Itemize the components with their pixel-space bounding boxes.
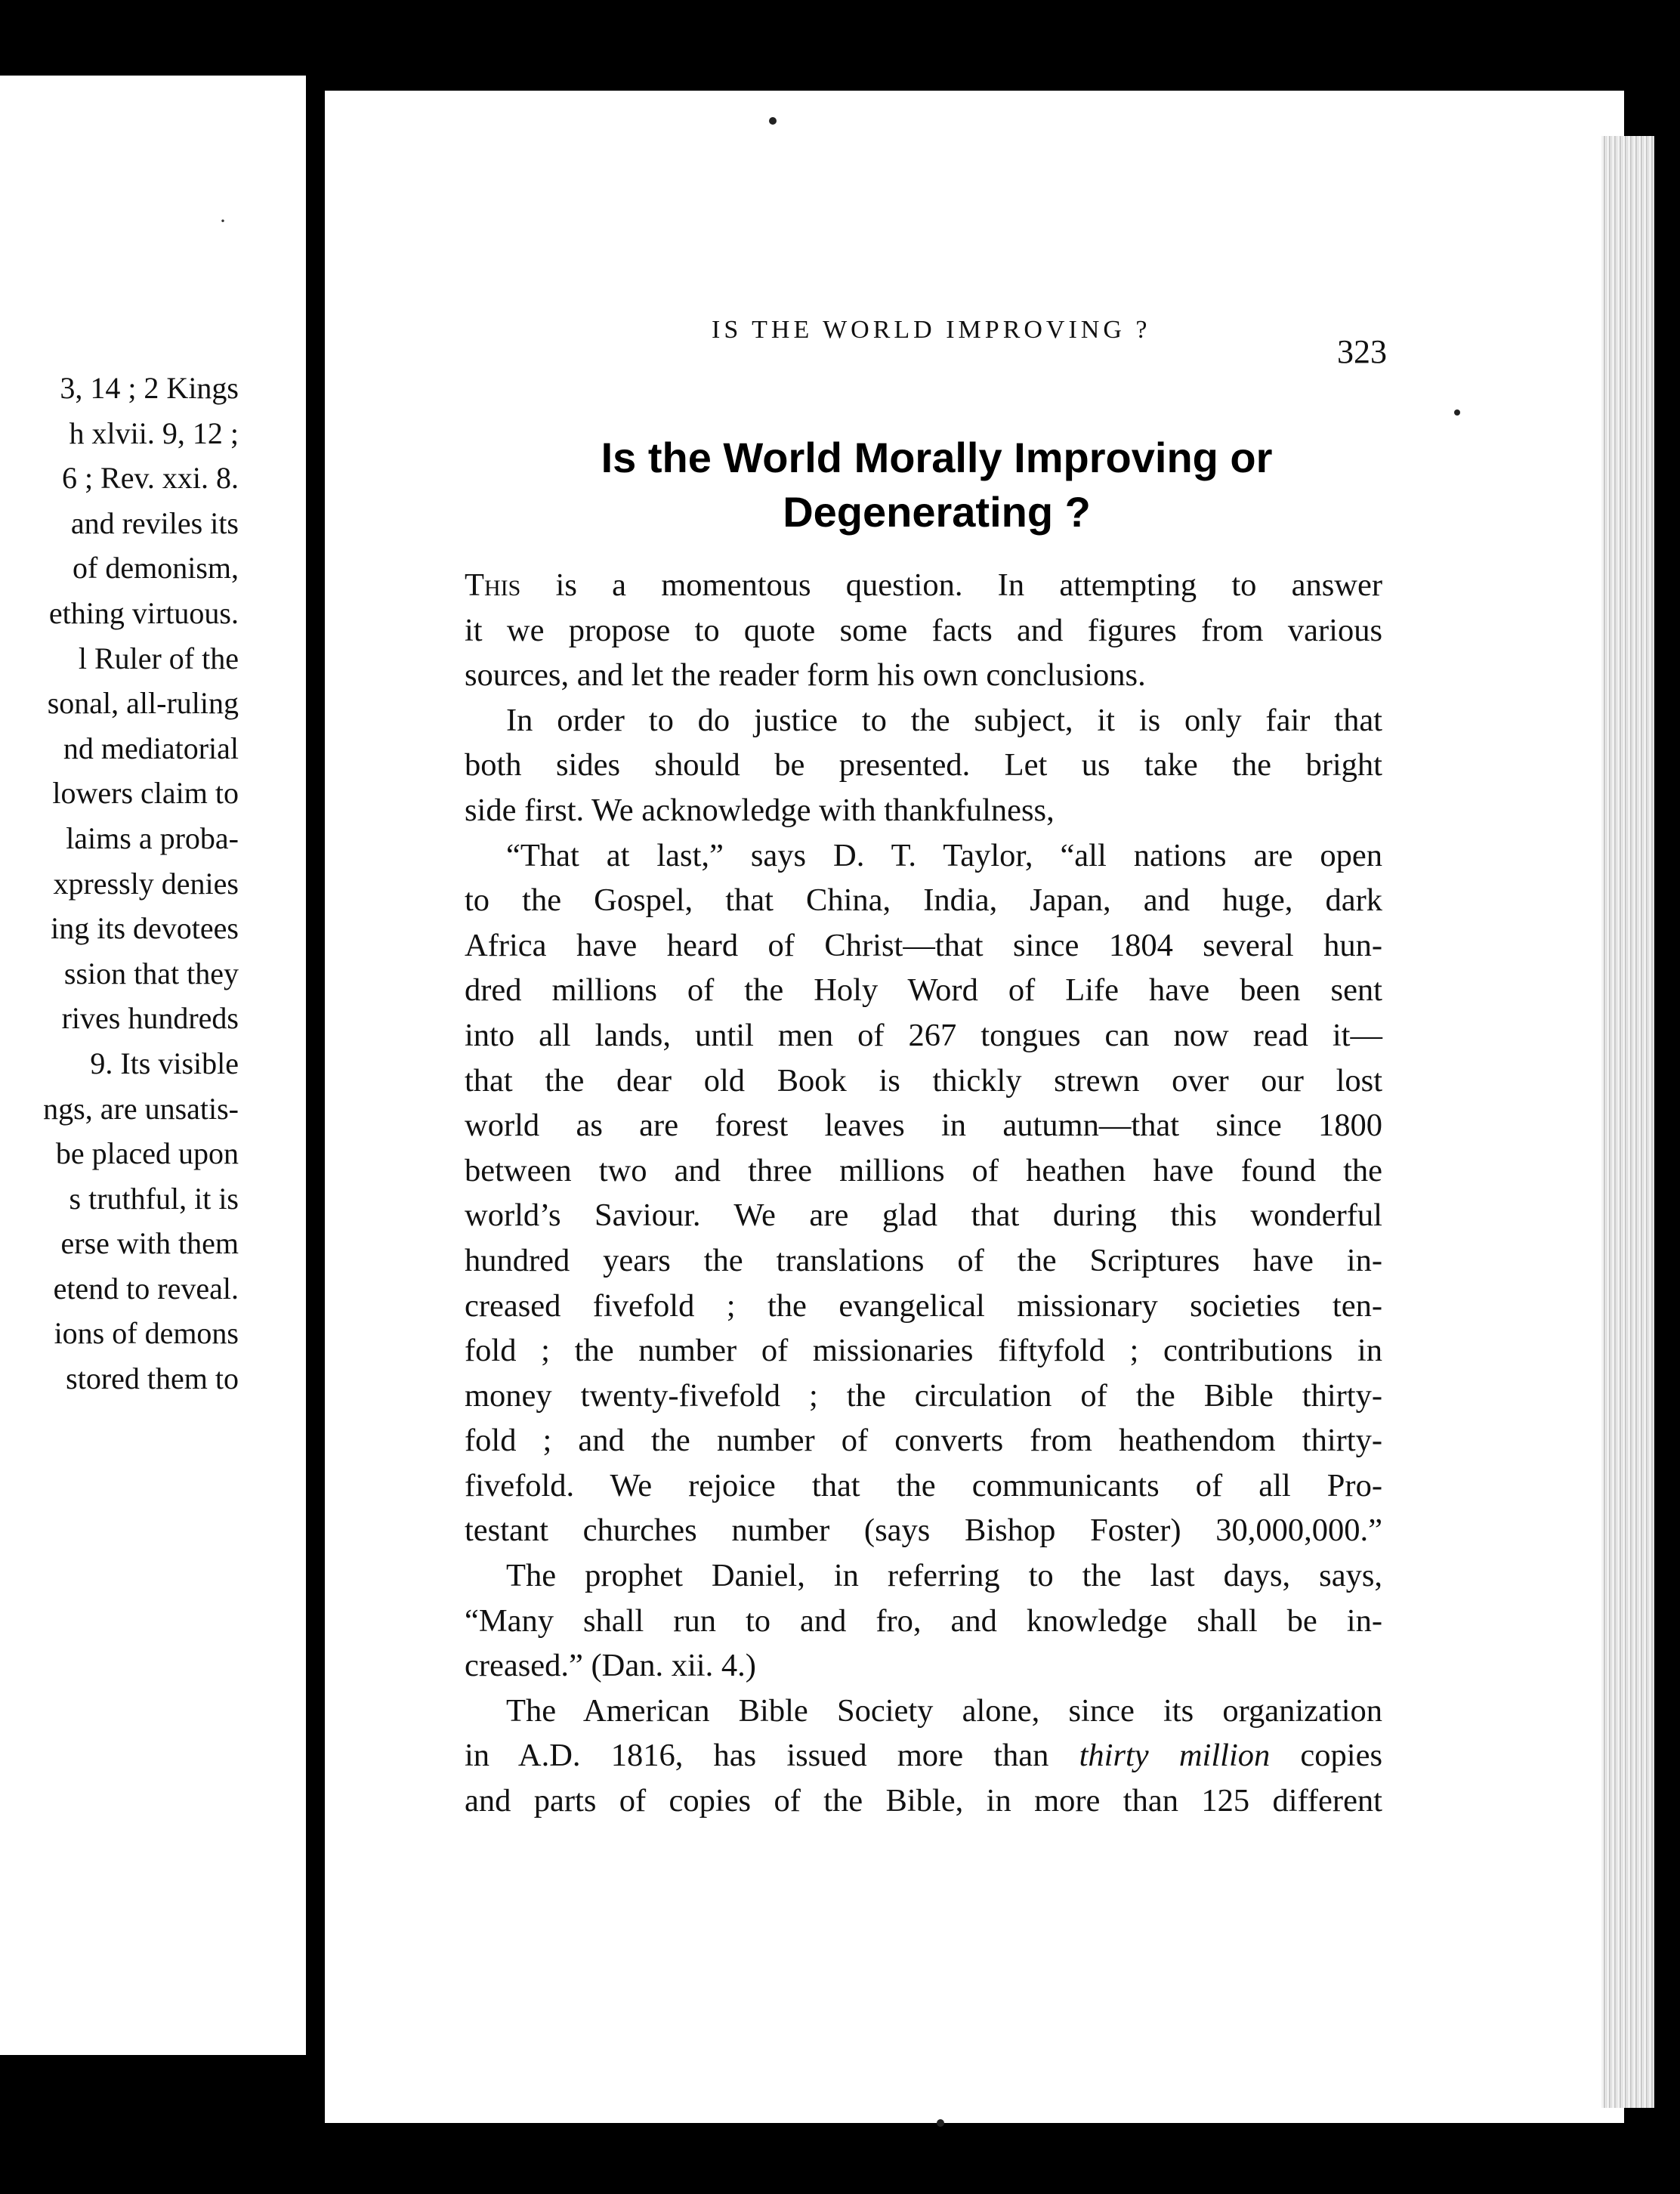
text-line: Africa have heard of Christ—that since 1804 several hun- [465, 927, 1382, 963]
text-line [465, 1733, 1382, 1778]
page-fore-edge [1601, 136, 1654, 2108]
text-line: rives hundreds [61, 1001, 239, 1036]
page-speck: · [219, 209, 227, 233]
text-line: between two and three millions of heathen have found the [465, 1152, 1382, 1188]
text-line: fivefold. We rejoice that the communicants of all Pro- [465, 1467, 1382, 1503]
text-line: 9. Its visible [90, 1046, 239, 1080]
text-line: fold ; and the number of converts from heathendom thirty- [465, 1423, 1382, 1459]
text-line: it we propose to quote some facts and figures from various [465, 612, 1382, 648]
text-line: laims a proba- [66, 820, 239, 855]
text-line: creased.” (Dan. xii. 4.) [465, 1648, 756, 1684]
text-line: and reviles its [70, 505, 239, 540]
text-line: xpressly denies [53, 866, 239, 901]
text-line: dred millions of the Holy Word of Life have been sent [465, 972, 1382, 1009]
text-line: h xlvii. 9, 12 ; [69, 416, 239, 450]
paragraph [465, 1553, 1382, 1689]
text-line: world’s Saviour. We are glad that during this wonderful [465, 1197, 1382, 1234]
emphasis: thirty million [1079, 1738, 1271, 1774]
text-line: and parts of copies of the Bible, in more than 125 different [465, 1783, 1382, 1819]
text-line: that the dear old Book is thickly strewn over our lost [465, 1062, 1382, 1099]
paragraph [465, 1689, 1382, 1824]
text-line: of demonism, [73, 551, 239, 586]
text-line: stored them to [66, 1361, 239, 1396]
text-line: s truthful, it is [69, 1181, 239, 1216]
text-line: 6 ; Rev. xxi. 8. [61, 461, 239, 496]
line-part: in A.D. 1816, has issued more than [465, 1738, 1079, 1774]
paragraph [465, 833, 1382, 1554]
title-line: Degenerating ? [783, 488, 1091, 536]
text-line: lowers claim to [52, 776, 239, 811]
text-line: l Ruler of the [78, 641, 239, 675]
text-line: erse with them [60, 1226, 239, 1261]
line-rest: is a momentous question. In attempting to answer [520, 567, 1382, 603]
text-line: The American Bible Society alone, since its organization [506, 1692, 1382, 1729]
text-line: “That at last,” says D. T. Taylor, “all nations are open [506, 837, 1382, 873]
first-word: This [465, 567, 521, 603]
line-part: copies [1270, 1738, 1382, 1774]
paragraph [465, 698, 1382, 833]
text-line: money twenty-fivefold ; the circulation of the Bible thirty- [465, 1377, 1382, 1414]
text-line: creased fivefold ; the evangelical missionary societies ten- [465, 1287, 1382, 1324]
text-line: both sides should be presented. Let us take the bright [465, 747, 1382, 783]
text-line: into all lands, until men of 267 tongues can now read it— [465, 1017, 1382, 1053]
running-head: IS THE WORLD IMPROVING ? [712, 316, 1151, 344]
text-line: nd mediatorial [63, 731, 239, 765]
text-line: sonal, all-ruling [47, 686, 239, 721]
previous-page [0, 76, 306, 2055]
text-line: The prophet Daniel, in referring to the last days, says, [506, 1558, 1382, 1594]
text-line: ngs, are unsatis- [43, 1091, 239, 1126]
text-line: ions of demons [54, 1316, 239, 1351]
text-line: “Many shall run to and fro, and knowledge shall be in- [465, 1602, 1382, 1639]
previous-page-text [0, 366, 239, 1401]
text-line: sources, and let the reader form his own conclusions. [465, 657, 1146, 694]
page-speck [769, 117, 777, 125]
text-line: side first. We acknowledge with thankfulness, [465, 792, 1055, 828]
text-line: to the Gospel, that China, India, Japan, and huge, dark [465, 882, 1382, 919]
page-speck [937, 2119, 944, 2127]
text-line: etend to reveal. [53, 1271, 239, 1306]
text-line: ething virtuous. [48, 595, 239, 630]
text-line: In order to do justice to the subject, it is only fair that [506, 702, 1382, 738]
text-line: be placed upon [55, 1136, 239, 1171]
body-text [465, 563, 1382, 1824]
chapter-title [468, 431, 1405, 539]
page-number: 323 [1337, 333, 1387, 370]
text-line: world as are forest leaves in autumn—that since 1800 [465, 1108, 1382, 1144]
text-line [465, 563, 1382, 608]
text-line: hundred years the translations of the Scriptures have in- [465, 1242, 1382, 1278]
page-speck [1454, 409, 1460, 416]
text-line: testant churches number (says Bishop Foster) 30,000,000.” [465, 1513, 1382, 1549]
text-line: 3, 14 ; 2 Kings [60, 371, 239, 405]
title-line: Is the World Morally Improving or [601, 434, 1273, 481]
text-line: fold ; the number of missionaries fiftyfold ; contributions in [465, 1333, 1382, 1369]
paragraph [465, 563, 1382, 698]
text-line: ing its devotees [51, 911, 239, 946]
text-line: ssion that they [63, 956, 239, 990]
